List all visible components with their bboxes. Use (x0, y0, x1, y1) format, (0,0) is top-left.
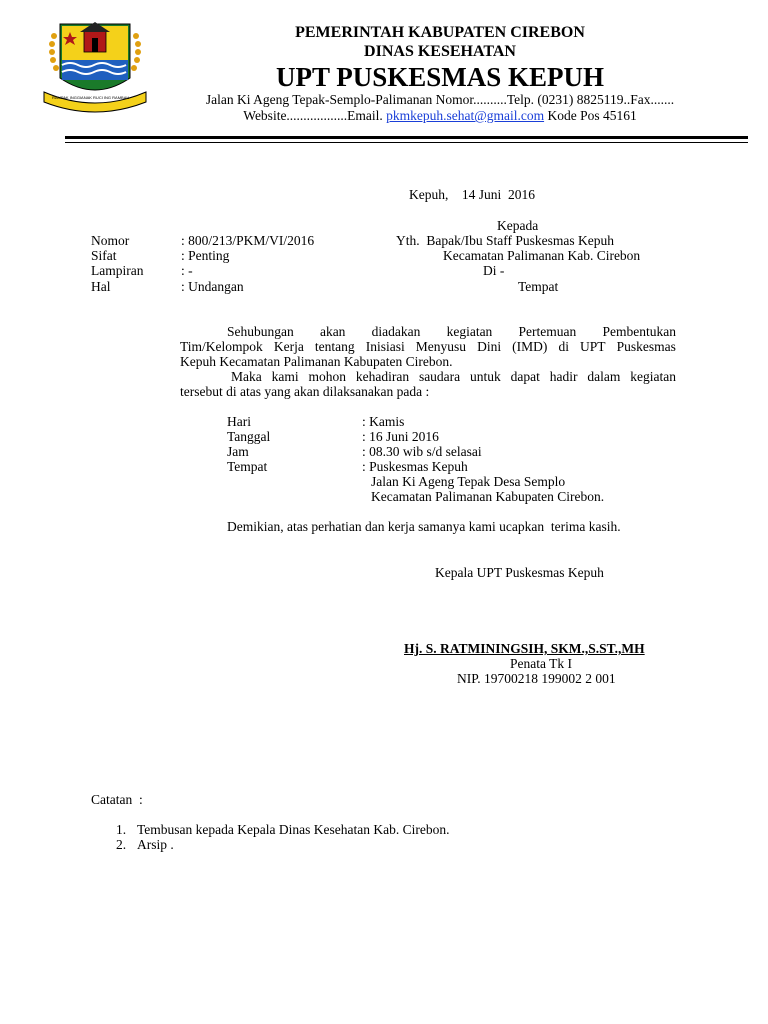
body-word: untuk (470, 369, 501, 384)
email-link[interactable]: pkmkepuh.sehat@gmail.com (386, 108, 545, 123)
header-title: UPT PUSKESMAS KEPUH (275, 62, 605, 92)
event-address-line2: Kecamatan Palimanan Kabupaten Cirebon. (371, 489, 605, 504)
body-word: Menyusu (415, 339, 467, 354)
meta-label-nomor: Nomor (91, 233, 130, 248)
body-word: Inisiasi (365, 339, 405, 354)
signature-name: Hj. S. RATMININGSIH, SKM.,S.ST.,MH (404, 641, 645, 656)
meta-label-hal: Hal (91, 279, 111, 294)
body-word: Tim/Kelompok (180, 339, 263, 354)
body-word: kegiatan (446, 324, 493, 339)
header-divider-thick (65, 136, 748, 139)
notes-item-text: Arsip . (137, 837, 174, 852)
signature-rank: Penata Tk I (510, 656, 572, 671)
event-value-tanggal: : 16 Juni 2016 (362, 429, 439, 444)
body-para2-line1 (231, 369, 676, 385)
postal-code: Kode Pos 45161 (544, 108, 637, 123)
meta-value-hal: : Undangan (181, 279, 244, 294)
event-value-jam: : 08.30 wib s/d selasai (362, 444, 482, 459)
body-word: Pembentukan (602, 324, 676, 339)
meta-label-lampiran: Lampiran (91, 263, 144, 278)
body-word: (IMD) (512, 339, 548, 354)
body-word: Pertemuan (518, 324, 577, 339)
body-para2-line2: tersebut di atas yang akan dilaksanakan pada : (180, 384, 430, 399)
body-word: kehadiran (355, 369, 410, 384)
event-value-hari: : Kamis (362, 414, 405, 429)
recipient-yth: Yth. Bapak/Ibu Staff Puskesmas Kepuh (396, 233, 614, 248)
event-label-tanggal: Tanggal (227, 429, 271, 444)
recipient-tempat: Tempat (518, 279, 559, 294)
body-word: di (558, 339, 569, 354)
body-para1-line1 (227, 324, 676, 340)
body-word: diadakan (371, 324, 421, 339)
body-para1-line2 (180, 339, 676, 355)
body-word: Puskesmas (616, 339, 676, 354)
meta-value-lampiran: : - (181, 263, 193, 278)
body-word: Sehubungan (227, 324, 294, 339)
notes-item-number: 1. (116, 822, 127, 837)
notes-item-number: 2. (116, 837, 127, 852)
body-word: hadir (549, 369, 578, 384)
event-address-line1: Jalan Ki Ageng Tepak Desa Semplo (371, 474, 566, 489)
event-value-tempat: : Puskesmas Kepuh (362, 459, 468, 474)
body-word: kegiatan (630, 369, 676, 384)
header-address: Jalan Ki Ageng Tepak-Semplo-Palimanan Nomor..........Telp. (0231) 8825119..Fax....... (205, 92, 675, 107)
body-para1-line3: Kepuh Kecamatan Palimanan Kabupaten Cirebon. (180, 354, 453, 369)
body-word: dalam (587, 369, 621, 384)
event-label-tempat: Tempat (227, 459, 268, 474)
closing-text: Demikian, atas perhatian dan kerja samanya kami ucapkan terima kasih. (227, 519, 621, 534)
body-word: UPT (580, 339, 606, 354)
logo-motto: RAMPAK INGGIANAK RUCI ING RAMBAH (52, 95, 130, 100)
meta-value-nomor: : 800/213/PKM/VI/2016 (181, 233, 315, 248)
header-contact (150, 108, 730, 124)
event-label-jam: Jam (227, 444, 249, 459)
body-word: dapat (510, 369, 540, 384)
signature-nip: NIP. 19700218 199002 2 001 (457, 671, 616, 686)
body-word: tentang (314, 339, 355, 354)
meta-label-sifat: Sifat (91, 248, 117, 263)
body-word: saudara (418, 369, 461, 384)
body-word: kami (271, 369, 299, 384)
header-divider-thin (65, 142, 748, 143)
signature-position: Kepala UPT Puskesmas Kepuh (435, 565, 604, 580)
recipient-kepada: Kepada (497, 218, 539, 233)
letter-date: Kepuh, 14 Juni 2016 (409, 187, 535, 202)
body-word: mohon (308, 369, 346, 384)
header-government: PEMERINTAH KABUPATEN CIREBON (295, 24, 585, 41)
header-agency: DINAS KESEHATAN (364, 43, 516, 60)
meta-value-sifat: : Penting (181, 248, 230, 263)
notes-item-text: Tembusan kepada Kepala Dinas Kesehatan Kab. Cirebon. (137, 822, 450, 837)
body-word: akan (319, 324, 346, 339)
body-word: Dini (477, 339, 502, 354)
body-word: Maka (231, 369, 262, 384)
body-word: Kerja (273, 339, 304, 354)
recipient-kecamatan: Kecamatan Palimanan Kab. Cirebon (443, 248, 641, 263)
notes-heading: Catatan : (91, 792, 143, 807)
recipient-di: Di - (483, 263, 505, 278)
website-label: Website..................Email. (243, 108, 387, 123)
event-label-hari: Hari (227, 414, 251, 429)
